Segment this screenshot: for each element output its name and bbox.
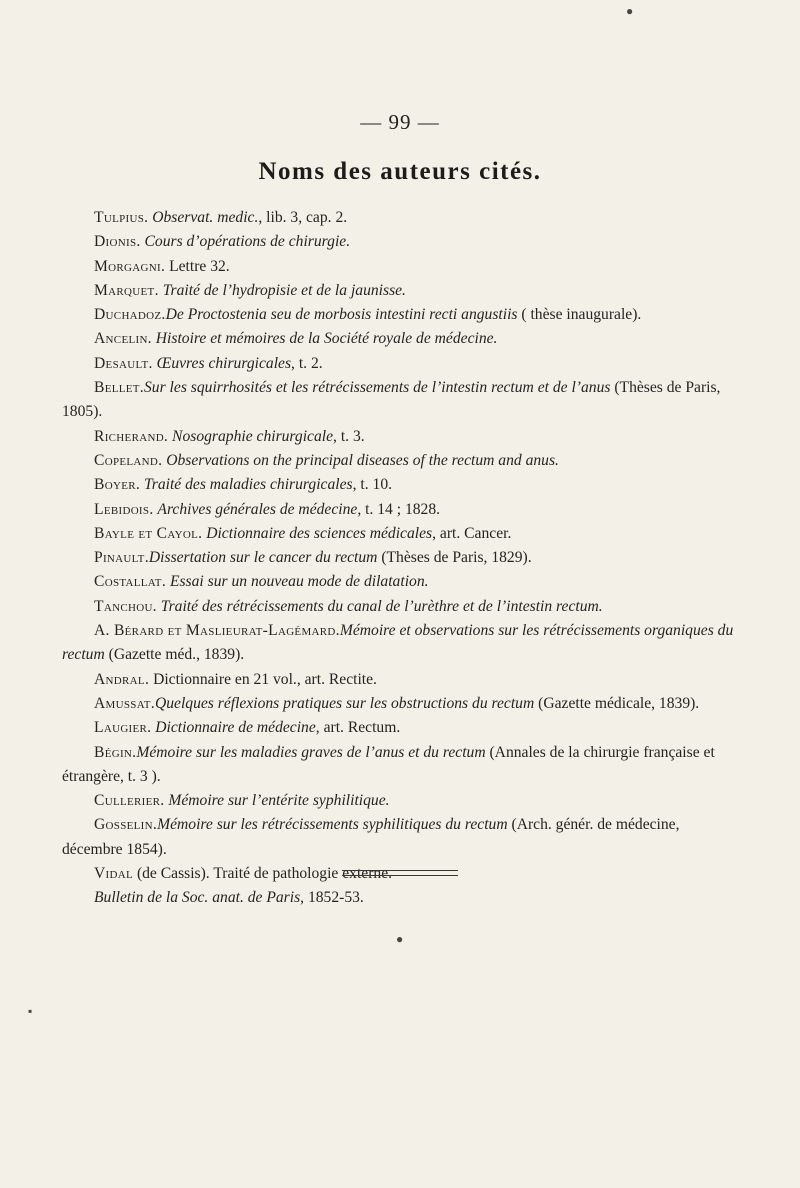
reference-work: Dictionnaire des sciences médicales: [206, 524, 433, 542]
reference-entry: [62, 449, 740, 473]
reference-author: Andral.: [94, 670, 150, 688]
reference-entry: [62, 327, 740, 351]
reference-entry: [62, 206, 740, 230]
reference-details: (Gazette méd., 1839).: [104, 646, 245, 664]
reference-work: Essai sur un nouveau mode de dilatation.: [169, 573, 429, 591]
reference-author: A. Bérard et Maslieurat-Lagémard.: [94, 622, 340, 640]
reference-entry: [62, 522, 740, 546]
reference-author: Vidal: [94, 865, 134, 883]
reference-details: , t. 14 ; 1828.: [357, 500, 441, 518]
reference-work: Quelques réflexions pratiques sur les obstructions du rectum: [154, 694, 535, 712]
reference-entry: [62, 619, 740, 668]
separator-rule-double: [342, 875, 458, 876]
ink-spot-decoration: ▪: [28, 1004, 33, 1018]
reference-author: Desault.: [94, 354, 153, 372]
reference-author: Pinault.: [94, 549, 149, 567]
reference-author: Cullerier.: [94, 792, 165, 810]
reference-entry: [62, 352, 740, 376]
reference-author: Gosselin.: [94, 816, 158, 834]
reference-details: (Thèses de Paris, 1829).: [377, 549, 532, 567]
reference-work: Traité des rétrécissements du canal de l’urèthre et de l’intestin rectum.: [160, 597, 603, 615]
reference-entry: [62, 716, 740, 740]
reference-author: Lebidois.: [94, 500, 154, 518]
ink-spot-decoration: ●: [626, 4, 634, 18]
reference-work: De Proctostenia seu de morbosis intestini recti angustiis: [165, 306, 518, 324]
ink-spot-decoration: ●: [396, 932, 404, 946]
separator-rule: [342, 870, 458, 871]
reference-details: , 1852-53.: [300, 889, 364, 907]
reference-entry: [62, 789, 740, 813]
reference-author: Bellet.: [94, 379, 144, 397]
reference-author: Duchadoz.: [94, 306, 166, 324]
reference-entry: [62, 230, 740, 254]
reference-author: Costallat.: [94, 573, 167, 591]
reference-work: Sur les squirrhosités et les rétrécissements de l’intestin rectum et de l’anus: [144, 379, 611, 397]
reference-entry: [62, 692, 740, 716]
reference-work: Traité des maladies chirurgicales: [143, 476, 353, 494]
reference-work: Nosographie chirurgicale: [172, 427, 334, 445]
reference-work: Observat. medic.: [152, 209, 259, 226]
reference-details: (Gazette médicale, 1839).: [534, 694, 700, 712]
reference-work: Mémoire sur les rétrécissements syphilitiques du rectum: [157, 816, 508, 834]
reference-author: Tanchou.: [94, 597, 157, 615]
page-title: Noms des auteurs cités.: [258, 158, 542, 185]
reference-entry: [62, 668, 740, 692]
reference-details: , art. Rectum.: [315, 719, 401, 737]
reference-author: Boyer.: [94, 476, 141, 494]
reference-list: [62, 206, 740, 911]
reference-entry: [62, 498, 740, 522]
reference-author: Morgagni.: [94, 257, 166, 275]
reference-work: Observations on the principal diseases of the rectum and anus.: [166, 451, 559, 469]
reference-details: Dictionnaire en 21 vol., art. Rectite.: [153, 670, 377, 688]
reference-details: (de Cassis). Traité de pathologie externe.: [133, 865, 393, 883]
reference-author: Tulpius.: [94, 209, 149, 226]
page-number: — 99 —: [360, 110, 440, 134]
reference-details: , art. Cancer.: [432, 524, 512, 542]
reference-details: , t. 2.: [291, 354, 323, 372]
reference-work: Œuvres chirurgicales: [156, 354, 292, 372]
reference-work: Mémoire sur l’entérite syphilitique.: [168, 792, 390, 810]
reference-entry: [62, 813, 740, 862]
reference-work: Mémoire et observations sur les rétrécissements organiques du rectum: [62, 622, 734, 664]
reference-author: Copeland.: [94, 451, 163, 469]
reference-author: Dionis.: [94, 233, 141, 251]
reference-details: ( thèse inaugurale).: [517, 306, 642, 324]
reference-entry: [62, 425, 740, 449]
reference-details: , lib. 3, cap. 2.: [258, 209, 348, 226]
reference-work: Bulletin de la Soc. anat. de Paris: [94, 889, 301, 907]
reference-author: Ancelin.: [94, 330, 152, 348]
reference-author: Bégin.: [94, 743, 137, 761]
reference-author: Amussat.: [94, 694, 155, 712]
reference-work: Mémoire sur les maladies graves de l’anus et du rectum: [136, 743, 486, 761]
reference-work: Traité de l’hydropisie et de la jaunisse.: [162, 281, 406, 299]
reference-author: Laugier.: [94, 719, 152, 737]
reference-details: , t. 3.: [333, 427, 365, 445]
reference-details: (Thèses de Paris, 1805).: [62, 379, 721, 421]
reference-entry: [62, 279, 740, 303]
reference-entry: [62, 303, 740, 327]
reference-details: (Annales de la chirurgie française et étrangère, t. 3 ).: [62, 743, 715, 785]
reference-entry: [62, 473, 740, 497]
reference-entry: [62, 595, 740, 619]
reference-work: Dictionnaire de médecine: [155, 719, 316, 737]
reference-entry: [62, 546, 740, 570]
reference-details: Lettre 32.: [169, 257, 230, 275]
reference-author: Bayle et Cayol.: [94, 524, 203, 542]
reference-author: Richerand.: [94, 427, 169, 445]
reference-entry: [62, 886, 740, 910]
reference-entry: [62, 570, 740, 594]
reference-entry: [62, 376, 740, 425]
reference-work: Archives générales de médecine: [157, 500, 358, 518]
reference-work: Dissertation sur le cancer du rectum: [148, 549, 378, 567]
reference-entry: [62, 741, 740, 790]
reference-details: (Arch. génér. de médecine, décembre 1854).: [62, 816, 680, 858]
reference-details: , t. 10.: [352, 476, 393, 494]
reference-work: Histoire et mémoires de la Société royale de médecine.: [155, 330, 498, 348]
reference-work: Cours d’opérations de chirurgie.: [144, 233, 351, 251]
reference-author: Marquet.: [94, 281, 159, 299]
reference-entry: [62, 255, 740, 279]
